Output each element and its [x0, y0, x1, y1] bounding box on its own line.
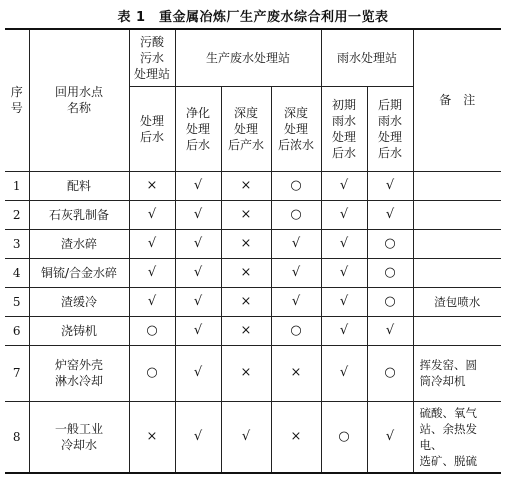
cell-value: √ [175, 171, 221, 200]
row-number: 5 [5, 287, 29, 316]
header-rain-station: 雨水处理站 [321, 29, 413, 86]
cell-value: × [271, 401, 321, 473]
row-remark: 渣包喷水 [413, 287, 501, 316]
row-remark [413, 200, 501, 229]
cell-value: × [129, 171, 175, 200]
cell-value: √ [221, 401, 271, 473]
cell-value: ○ [321, 401, 367, 473]
cell-value: √ [321, 345, 367, 401]
water-reuse-table [5, 28, 501, 474]
table-row [5, 316, 501, 345]
table-row [5, 345, 501, 401]
cell-value: √ [129, 200, 175, 229]
row-remark [413, 258, 501, 287]
row-number: 1 [5, 171, 29, 200]
table-row [5, 287, 501, 316]
cell-value: √ [175, 229, 221, 258]
cell-value: √ [175, 316, 221, 345]
row-name: 炉窑外壳 淋水冷却 [29, 345, 129, 401]
cell-value: √ [367, 171, 413, 200]
header-dirty-treated: 处理 后水 [129, 86, 175, 171]
row-name: 渣缓冷 [29, 287, 129, 316]
cell-value: ○ [367, 258, 413, 287]
header-dirty-acid-station: 污酸 污水 处理站 [129, 29, 175, 86]
cell-value: ○ [271, 200, 321, 229]
header-production-station: 生产废水处理站 [175, 29, 321, 86]
cell-value: √ [321, 229, 367, 258]
cell-value: × [221, 171, 271, 200]
cell-value: √ [129, 229, 175, 258]
cell-value: ○ [129, 316, 175, 345]
cell-value: √ [321, 287, 367, 316]
table-row [5, 401, 501, 473]
cell-value: √ [271, 229, 321, 258]
cell-value: × [221, 258, 271, 287]
row-remark: 挥发窑、圆 筒冷却机 [413, 345, 501, 401]
table-row [5, 229, 501, 258]
cell-value: √ [175, 200, 221, 229]
row-name: 配料 [29, 171, 129, 200]
row-name: 一般工业 冷却水 [29, 401, 129, 473]
cell-value: × [271, 345, 321, 401]
cell-value: √ [271, 287, 321, 316]
cell-value: × [221, 229, 271, 258]
cell-value: √ [129, 258, 175, 287]
table-row [5, 258, 501, 287]
header-rain-initial: 初期 雨水 处理 后水 [321, 86, 367, 171]
row-number: 3 [5, 229, 29, 258]
header-prod-deep-conc: 深度 处理 后浓水 [271, 86, 321, 171]
table-row [5, 171, 501, 200]
cell-value: √ [321, 200, 367, 229]
row-number: 7 [5, 345, 29, 401]
row-remark [413, 171, 501, 200]
cell-value: × [221, 345, 271, 401]
cell-value: √ [367, 401, 413, 473]
header-seq: 序 号 [5, 29, 29, 171]
header-prod-deep-product: 深度 处理 后产水 [221, 86, 271, 171]
cell-value: √ [321, 258, 367, 287]
header-remark: 备 注 [413, 29, 501, 171]
row-remark [413, 229, 501, 258]
cell-value: ○ [367, 287, 413, 316]
cell-value: ○ [367, 229, 413, 258]
cell-value: √ [175, 258, 221, 287]
cell-value: √ [321, 316, 367, 345]
row-name: 渣水碎 [29, 229, 129, 258]
row-number: 8 [5, 401, 29, 473]
cell-value: √ [175, 401, 221, 473]
table-title: 表 1 重金属冶炼厂生产废水综合利用一览表 [117, 10, 389, 25]
row-number: 6 [5, 316, 29, 345]
cell-value: × [221, 316, 271, 345]
row-remark [413, 316, 501, 345]
row-remark: 硫酸、氧气 站、余热发电、 选矿、脱硫 [413, 401, 501, 473]
cell-value: √ [367, 200, 413, 229]
header-rain-late: 后期 雨水 处理 后水 [367, 86, 413, 171]
cell-value: √ [129, 287, 175, 316]
cell-value: √ [175, 345, 221, 401]
cell-value: × [221, 200, 271, 229]
header-point-name: 回用水点 名称 [29, 29, 129, 171]
cell-value: ○ [271, 316, 321, 345]
row-name: 铜锍/合金水碎 [29, 258, 129, 287]
cell-value: √ [175, 287, 221, 316]
cell-value: ○ [271, 171, 321, 200]
cell-value: ○ [129, 345, 175, 401]
cell-value: √ [321, 171, 367, 200]
row-number: 4 [5, 258, 29, 287]
cell-value: × [129, 401, 175, 473]
cell-value: × [221, 287, 271, 316]
cell-value: ○ [367, 345, 413, 401]
cell-value: √ [271, 258, 321, 287]
row-name: 浇铸机 [29, 316, 129, 345]
table-row [5, 200, 501, 229]
header-prod-clean: 净化 处理 后水 [175, 86, 221, 171]
row-name: 石灰乳制备 [29, 200, 129, 229]
row-number: 2 [5, 200, 29, 229]
cell-value: √ [367, 316, 413, 345]
